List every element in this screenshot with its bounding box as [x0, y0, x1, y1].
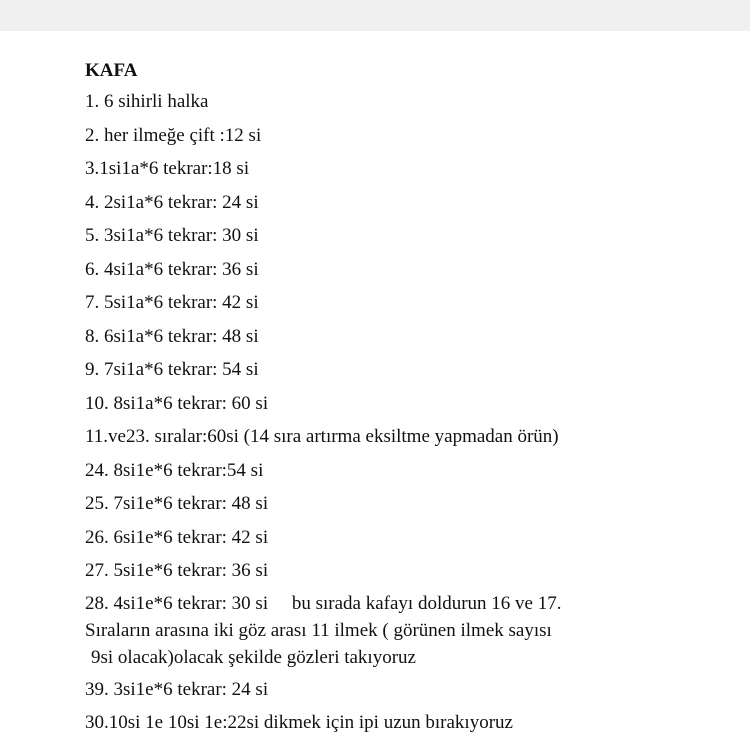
pattern-row: 9. 7si1a*6 tekrar: 54 si — [85, 359, 259, 380]
pattern-row: 24. 8si1e*6 tekrar:54 si — [85, 459, 264, 481]
pattern-row: 26. 6si1e*6 tekrar: 42 si — [85, 526, 269, 548]
top-bar — [0, 0, 750, 31]
pattern-row: 5. 3si1a*6 tekrar: 30 si — [85, 225, 259, 246]
pattern-row: 39. 3si1e*6 tekrar: 24 si — [85, 678, 269, 700]
pattern-row: 7. 5si1a*6 tekrar: 42 si — [85, 292, 259, 313]
pattern-row: 3.1si1a*6 tekrar:18 si — [85, 158, 250, 179]
pattern-paragraph — [85, 588, 735, 673]
pattern-row: 27. 5si1e*6 tekrar: 36 si — [85, 560, 269, 581]
pattern-row: 2. her ilmeğe çift :12 si — [85, 124, 262, 146]
paragraph-line: 28. 4si1e*6 tekrar: 30 si bu sırada kafayı doldurun 16 ve 17. — [85, 592, 562, 614]
pattern-document — [85, 57, 735, 740]
pattern-row: 8. 6si1a*6 tekrar: 48 si — [85, 325, 259, 347]
pattern-row: 30.10si 1e 10si 1e:22si dikmek için ipi uzun bırakıyoruz — [85, 712, 513, 733]
pattern-row: 6. 4si1a*6 tekrar: 36 si — [85, 258, 259, 280]
paragraph-line: Sıraların arasına iki göz arası 11 ilmek ( görünen ilmek sayısı — [85, 619, 552, 641]
pattern-row: 4. 2si1a*6 tekrar: 24 si — [85, 191, 259, 213]
pattern-row: 25. 7si1e*6 tekrar: 48 si — [85, 493, 269, 514]
paragraph-line: 9si olacak)olacak şekilde gözleri takıyoruz — [91, 646, 416, 668]
section-title: KAFA — [85, 60, 138, 81]
pattern-row: 11.ve23. sıralar:60si (14 sıra artırma eksiltme yapmadan örün) — [85, 426, 559, 447]
pattern-row: 10. 8si1a*6 tekrar: 60 si — [85, 392, 269, 414]
pattern-row: 1. 6 sihirli halka — [85, 91, 209, 112]
